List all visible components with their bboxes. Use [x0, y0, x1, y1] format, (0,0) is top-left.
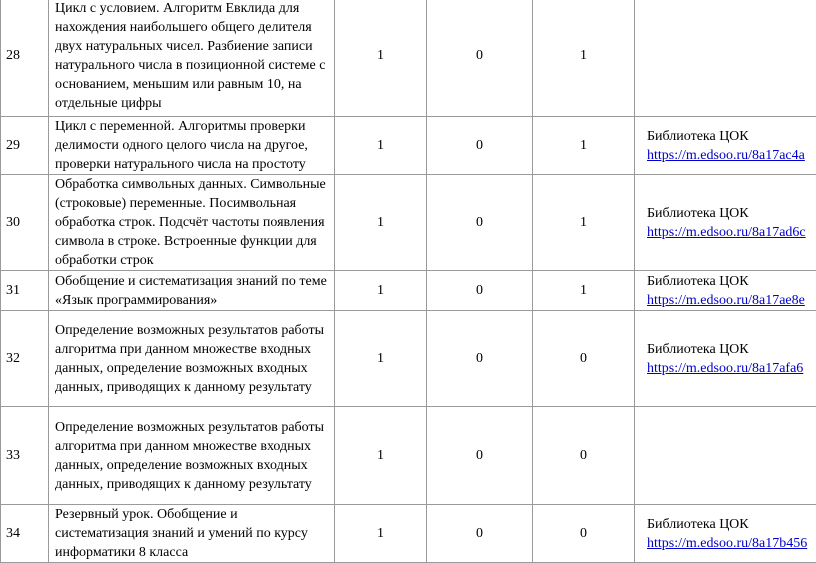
hours-tests: 0: [427, 311, 533, 407]
table-row: [1, 271, 816, 311]
lesson-number: 33: [1, 407, 49, 505]
hours-tests: 0: [427, 407, 533, 505]
resource-cell: [635, 311, 816, 407]
hours-tests: 0: [427, 505, 533, 563]
hours-tests: 0: [427, 175, 533, 271]
table-row: [1, 311, 816, 407]
hours-total: 1: [335, 407, 427, 505]
library-label: Библиотека ЦОК: [647, 340, 816, 359]
lesson-number: 29: [1, 117, 49, 175]
lesson-topic: Определение возможных результатов работы алгоритма при данном множестве входных данных, определение возможных входных данных, приводящих к данному результату: [49, 407, 335, 505]
library-label: Библиотека ЦОК: [647, 272, 816, 291]
resource-link[interactable]: https://m.edsoo.ru/8a17ad6c: [647, 223, 816, 242]
table-row: [1, 0, 816, 117]
hours-tests: 0: [427, 117, 533, 175]
lesson-topic: Цикл с переменной. Алгоритмы проверки делимости одного целого числа на другое, проверки натурального числа на простоту: [49, 117, 335, 175]
hours-total: 1: [335, 311, 427, 407]
table-row: [1, 175, 816, 271]
hours-practice: 0: [533, 407, 635, 505]
resource-link[interactable]: https://m.edsoo.ru/8a17ae8e: [647, 291, 816, 310]
table-row: [1, 407, 816, 505]
library-label: Библиотека ЦОК: [647, 204, 816, 223]
lesson-topic: Обобщение и систематизация знаний по теме «Язык программирования»: [49, 271, 335, 311]
table-row: [1, 117, 816, 175]
hours-total: 1: [335, 0, 427, 117]
hours-practice: 0: [533, 505, 635, 563]
resource-cell: [635, 271, 816, 311]
hours-total: 1: [335, 271, 427, 311]
library-label: Библиотека ЦОК: [647, 515, 816, 534]
resource-link[interactable]: https://m.edsoo.ru/8a17ac4a: [647, 146, 816, 165]
resource-cell: [635, 407, 816, 505]
hours-practice: 1: [533, 0, 635, 117]
lesson-topic: Определение возможных результатов работы алгоритма при данном множестве входных данных, определение возможных входных данных, приводящих к данному результату: [49, 311, 335, 407]
resource-cell: [635, 175, 816, 271]
lesson-number: 28: [1, 0, 49, 117]
resource-cell: [635, 117, 816, 175]
lesson-topic: Резервный урок. Обобщение и систематизация знаний и умений по курсу информатики 8 класса: [49, 505, 335, 563]
hours-practice: 1: [533, 117, 635, 175]
lesson-number: 32: [1, 311, 49, 407]
hours-practice: 1: [533, 175, 635, 271]
resource-link[interactable]: https://m.edsoo.ru/8a17b456: [647, 534, 816, 553]
hours-practice: 1: [533, 271, 635, 311]
hours-practice: 0: [533, 311, 635, 407]
hours-total: 1: [335, 505, 427, 563]
hours-tests: 0: [427, 0, 533, 117]
library-label: Библиотека ЦОК: [647, 127, 816, 146]
lesson-number: 34: [1, 505, 49, 563]
hours-total: 1: [335, 175, 427, 271]
lesson-topic: Цикл с условием. Алгоритм Евклида для нахождения наибольшего общего делителя двух натуральных чисел. Разбиение записи натурального числа в позиционной системе с основанием, меньшим или равным 10, на отдельные цифры: [49, 0, 335, 117]
hours-tests: 0: [427, 271, 533, 311]
resource-cell: [635, 0, 816, 117]
table-row: [1, 505, 816, 563]
hours-total: 1: [335, 117, 427, 175]
resource-link[interactable]: https://m.edsoo.ru/8a17afa6: [647, 359, 816, 378]
resource-cell: [635, 505, 816, 563]
lesson-number: 30: [1, 175, 49, 271]
lesson-number: 31: [1, 271, 49, 311]
lesson-topic: Обработка символьных данных. Символьные (строковые) переменные. Посимвольная обработка строк. Подсчёт частоты появления символа в строке. Встроенные функции для обработки строк: [49, 175, 335, 271]
